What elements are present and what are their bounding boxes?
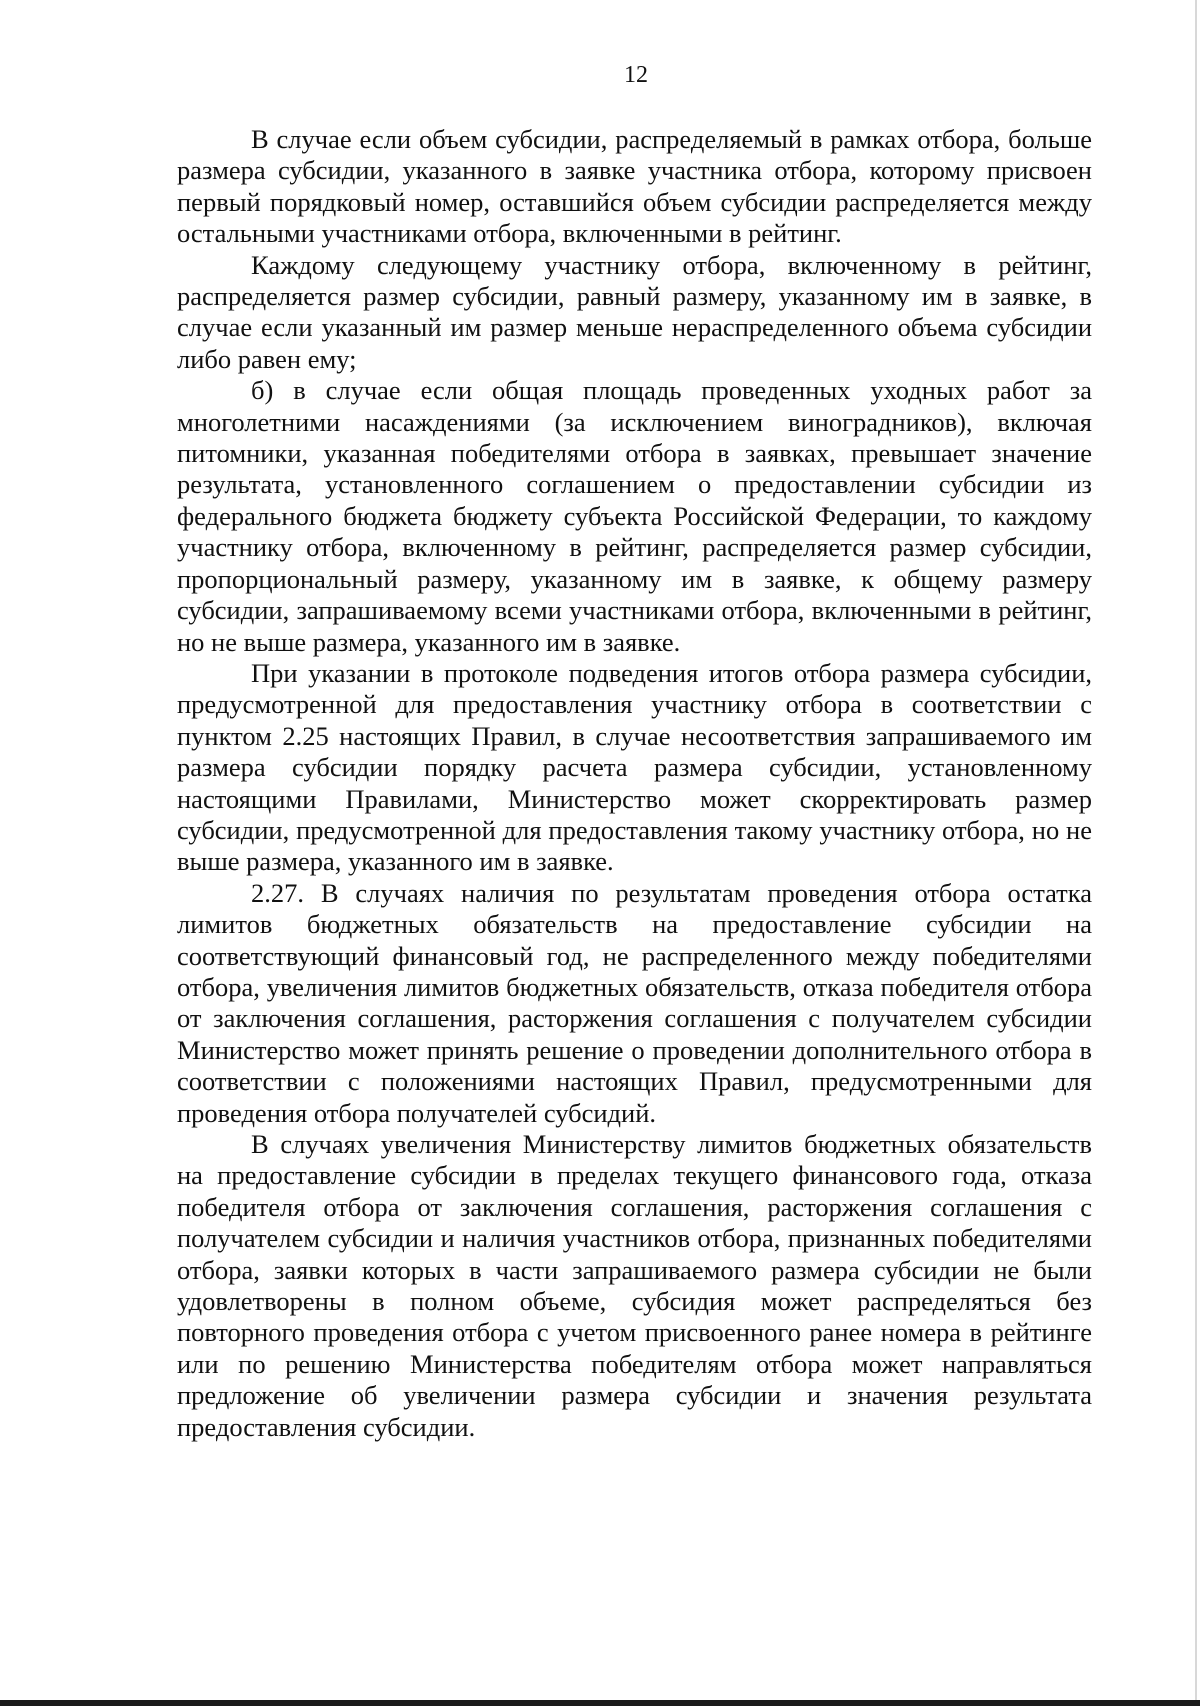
document-body xyxy=(177,124,1092,1443)
paragraph-subsidy-remainder: В случае если объем субсидии, распределяемый в рамках отбора, больше размера субсидии, указанного в заявке участника отбора, которому присвоен первый порядковый номер, оставшийся объем субсидии распределяется между остальными участниками отбора, включенными в рейтинг. xyxy=(177,124,1092,249)
paragraph-limits-increase: В случаях увеличения Министерству лимитов бюджетных обязательств на предоставление субсидии в пределах текущего финансового года, отказа победителя отбора от заключения соглашения, расторжения соглашения с получателем субсидии и наличия участников отбора, признанных победителями отбора, заявки которых в части запрашиваемого размера субсидии не были удовлетворены в полном объеме, субсидия может распределяться без повторного проведения отбора с учетом присвоенного ранее номера в рейтинге или по решению Министерства победителям отбора может направляться предложение об увеличении размера субсидии и значения результата предоставления субсидии. xyxy=(177,1129,1092,1442)
paragraph-next-participant: Каждому следующему участнику отбора, включенному в рейтинг, распределяется размер субсидии, равный размеру, указанному им в заявке, в случае если указанный им размер меньше нераспределенного объема субсидии либо равен ему; xyxy=(177,249,1092,374)
scan-edge-right xyxy=(1195,0,1197,1706)
paragraph-item-b: б) в случае если общая площадь проведенных уходных работ за многолетними насаждениями (за исключением виноградников), включая питомники, указанная победителями отбора в заявках, превышает значение результата, установленного соглашением о предоставлении субсидии из федерального бюджета бюджету субъекта Российской Федерации, то каждому участнику отбора, включенному в рейтинг, распределяется размер субсидии, пропорциональный размеру, указанному им в заявке, к общему размеру субсидии, запрашиваемому всеми участниками отбора, включенными в рейтинг, но не выше размера, указанного им в заявке. xyxy=(177,375,1092,657)
paragraph-protocol-correction: При указании в протоколе подведения итогов отбора размера субсидии, предусмотренной для предоставления участнику отбора в соответствии с пунктом 2.25 настоящих Правил, в случае несоответствия запрашиваемого им размера субсидии порядку расчета размера субсидии, установленному настоящими Правилами, Министерство может скорректировать размер субсидии, предусмотренной для предоставления такому участнику отбора, но не выше размера, указанного им в заявке. xyxy=(177,657,1092,877)
scan-edge-bottom xyxy=(0,1700,1200,1706)
page-number: 12 xyxy=(624,62,648,88)
paragraph-clause-2-27: 2.27. В случаях наличия по результатам проведения отбора остатка лимитов бюджетных обязательств на предоставление субсидии на соответствующий финансовый год, не распределенного между победителями отбора, увеличения лимитов бюджетных обязательств, отказа победителя отбора от заключения соглашения, расторжения соглашения с получателем субсидии Министерство может принять решение о проведении дополнительного отбора в соответствии с положениями настоящих Правил, предусмотренными для проведения отбора получателей субсидий. xyxy=(177,877,1092,1128)
